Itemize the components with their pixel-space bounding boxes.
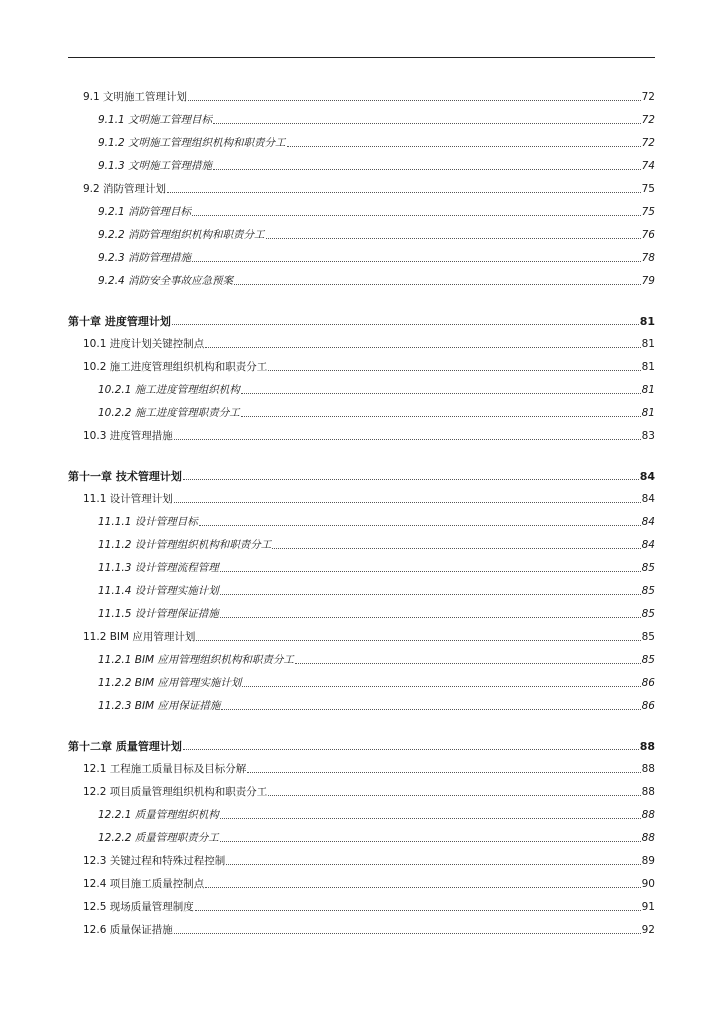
toc-entry[interactable] [98,134,655,150]
toc-entry[interactable] [83,427,655,443]
toc-entry-label: 11.1.5 设计管理保证措施 [98,608,219,620]
toc-entry[interactable] [98,829,655,845]
toc-dot-leader [242,686,640,687]
toc-entry-label: 11.2.3 BIM 应用保证措施 [98,700,221,712]
toc-entry-label: 10.1 进度计划关键控制点 [83,338,205,350]
toc-entry-label: 12.6 质量保证措施 [83,924,173,936]
toc-entry-label: 11.1 设计管理计划 [83,493,173,505]
toc-dot-leader [195,910,641,911]
toc-dot-leader [167,192,641,193]
toc-entry-label: 12.2 项目质量管理组织机构和职责分工 [83,786,268,798]
toc-entry-page: 85 [641,631,655,643]
toc-entry-page: 86 [641,677,655,689]
toc-entry-page: 92 [641,924,655,936]
toc-entry-label: 9.1.1 文明施工管理目标 [98,114,213,126]
toc-dot-leader [183,749,639,750]
toc-entry[interactable] [98,249,655,265]
toc-dot-leader [199,525,641,526]
toc-dot-leader [241,416,641,417]
toc-dot-leader [272,548,640,549]
toc-entry-page: 85 [641,654,655,666]
toc-entry-label: 第十章 进度管理计划 [68,315,171,328]
toc-entry[interactable] [98,674,655,690]
toc-entry-label: 第十一章 技术管理计划 [68,470,182,483]
toc-dot-leader [213,123,641,124]
toc-entry-label: 11.2.1 BIM 应用管理组织机构和职责分工 [98,654,294,666]
toc-entry[interactable] [83,921,655,937]
toc-entry[interactable] [98,513,655,529]
toc-entry-page: 84 [641,516,655,528]
toc-entry-page: 84 [641,539,655,551]
toc-entry-page: 81 [639,315,655,328]
toc-dot-leader [268,370,640,371]
toc-entry[interactable] [83,898,655,914]
toc-dot-leader [247,772,640,773]
toc-entry-label: 9.2.3 消防管理措施 [98,252,192,264]
toc-dot-leader [220,818,641,819]
toc-entry-label: 9.2.1 消防管理目标 [98,206,192,218]
toc-entry[interactable] [83,783,655,799]
toc-entry[interactable] [98,651,655,667]
toc-entry[interactable] [83,335,655,351]
toc-entry-label: 10.3 进度管理措施 [83,430,173,442]
toc-entry[interactable] [83,628,655,644]
toc-entry-page: 85 [641,562,655,574]
toc-dot-leader [192,261,641,262]
toc-entry-label: 11.2 BIM 应用管理计划 [83,631,196,643]
toc-entry[interactable] [83,852,655,868]
toc-entry-page: 76 [641,229,655,241]
toc-entry[interactable] [98,536,655,552]
toc-entry-label: 12.2.2 质量管理职责分工 [98,832,219,844]
toc-entry-page: 89 [641,855,655,867]
toc-dot-leader [172,324,639,325]
toc-dot-leader [220,617,641,618]
toc-entry-label: 11.1.4 设计管理实施计划 [98,585,219,597]
toc-dot-leader [226,864,640,865]
toc-dot-leader [174,439,641,440]
toc-entry[interactable] [98,381,655,397]
toc-entry-label: 第十二章 质量管理计划 [68,740,182,753]
toc-entry-label: 11.1.3 设计管理流程管理 [98,562,219,574]
toc-entry[interactable] [98,111,655,127]
toc-entry[interactable] [98,404,655,420]
toc-entry-label: 11.1.2 设计管理组织机构和职责分工 [98,539,272,551]
toc-entry[interactable] [83,760,655,776]
toc-entry-page: 88 [639,740,655,753]
toc-dot-leader [205,887,640,888]
toc-chapter-entry[interactable] [68,467,655,483]
toc-entry-page: 81 [641,338,655,350]
toc-entry-page: 81 [641,361,655,373]
toc-dot-leader [205,347,640,348]
toc-entry-page: 81 [641,407,655,419]
toc-entry-label: 9.1.3 文明施工管理措施 [98,160,213,172]
toc-entry-page: 74 [641,160,655,172]
toc-entry-label: 9.2.2 消防管理组织机构和职责分工 [98,229,265,241]
toc-entry-label: 10.2.1 施工进度管理组织机构 [98,384,240,396]
toc-entry-page: 72 [641,114,655,126]
toc-dot-leader [188,100,641,101]
toc-entry-page: 88 [641,809,655,821]
toc-entry-label: 10.2 施工进度管理组织机构和职责分工 [83,361,268,373]
toc-entry-label: 11.1.1 设计管理目标 [98,516,198,528]
toc-entry-page: 83 [641,430,655,442]
toc-entry-page: 88 [641,786,655,798]
toc-entry-label: 9.2 消防管理计划 [83,183,167,195]
toc-dot-leader [213,169,641,170]
toc-entry-page: 81 [641,384,655,396]
toc-entry[interactable] [98,559,655,575]
toc-entry-label: 9.2.4 消防安全事故应急预案 [98,275,234,287]
toc-entry-page: 84 [639,470,655,483]
toc-entry-page: 90 [641,878,655,890]
toc-entry-page: 85 [641,608,655,620]
toc-entry-page: 75 [641,206,655,218]
toc-entry-page: 78 [641,252,655,264]
toc-dot-leader [268,795,640,796]
toc-entry-label: 9.1.2 文明施工管理组织机构和职责分工 [98,137,286,149]
toc-entry[interactable] [83,180,655,196]
toc-entry-label: 12.4 项目施工质量控制点 [83,878,205,890]
toc-entry-page: 79 [641,275,655,287]
toc-entry-page: 75 [641,183,655,195]
toc-entry-label: 12.3 关键过程和特殊过程控制 [83,855,226,867]
toc-entry[interactable] [83,88,655,104]
toc-dot-leader [174,933,641,934]
header-rule [68,57,655,58]
toc-dot-leader [295,663,641,664]
toc-dot-leader [234,284,641,285]
toc-dot-leader [196,640,640,641]
toc-entry[interactable] [98,582,655,598]
toc-entry[interactable] [98,272,655,288]
toc-entry-page: 72 [641,137,655,149]
toc-dot-leader [220,571,641,572]
toc-entry-label: 12.1 工程施工质量目标及目标分解 [83,763,247,775]
toc-entry-page: 88 [641,763,655,775]
toc-entry-label: 12.5 现场质量管理制度 [83,901,194,913]
toc-entry-label: 12.2.1 质量管理组织机构 [98,809,219,821]
toc-entry-page: 88 [641,832,655,844]
toc-entry-label: 9.1 文明施工管理计划 [83,91,188,103]
toc-dot-leader [241,393,641,394]
toc-entry[interactable] [98,226,655,242]
toc-entry[interactable] [98,806,655,822]
toc-entry-page: 91 [641,901,655,913]
toc-entry[interactable] [98,605,655,621]
toc-dot-leader [192,215,641,216]
toc-entry[interactable] [83,875,655,891]
toc-chapter-entry[interactable] [68,737,655,753]
toc-dot-leader [183,479,639,480]
toc-dot-leader [174,502,641,503]
toc-entry-label: 10.2.2 施工进度管理职责分工 [98,407,240,419]
toc-entry-page: 85 [641,585,655,597]
toc-entry-page: 84 [641,493,655,505]
toc-entry-label: 11.2.2 BIM 应用管理实施计划 [98,677,242,689]
toc-dot-leader [266,238,641,239]
toc-entry[interactable] [83,358,655,374]
toc-entry-page: 86 [641,700,655,712]
toc-entry-page: 72 [641,91,655,103]
toc-entry[interactable] [98,203,655,219]
toc-dot-leader [221,709,640,710]
toc-entry[interactable] [83,490,655,506]
toc-entry[interactable] [98,157,655,173]
toc-entry[interactable] [98,697,655,713]
toc-dot-leader [220,594,641,595]
toc-dot-leader [220,841,641,842]
toc-dot-leader [287,146,641,147]
toc-chapter-entry[interactable] [68,312,655,328]
